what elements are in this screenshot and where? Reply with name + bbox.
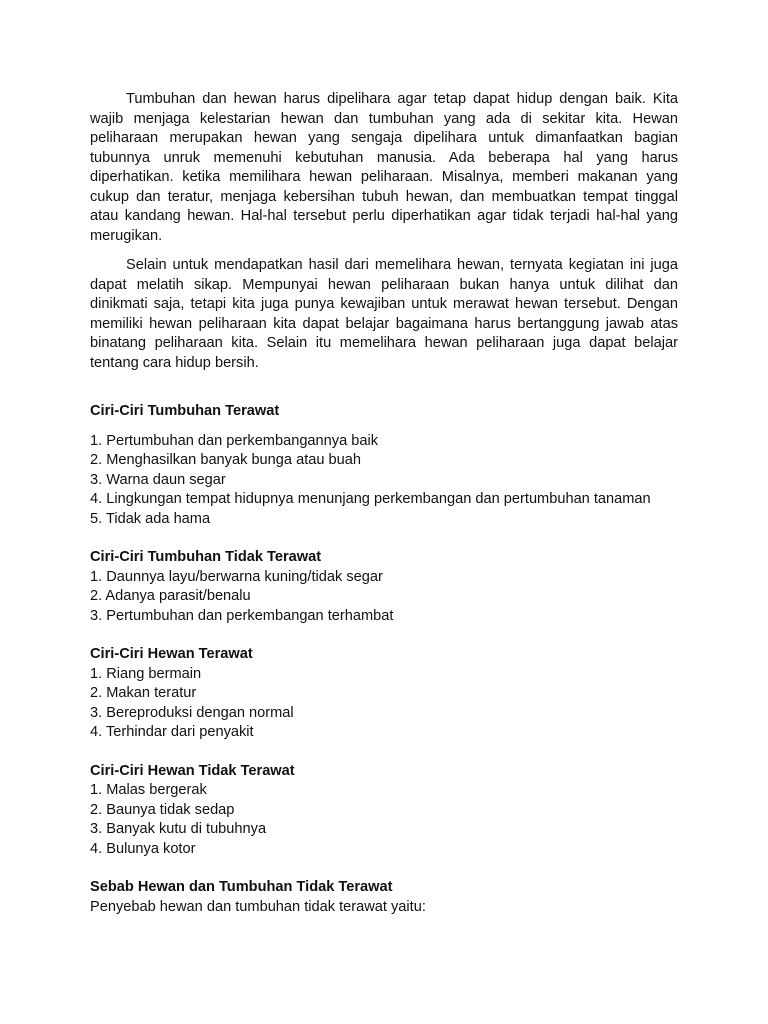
section-title: Ciri-Ciri Hewan Tidak Terawat — [90, 762, 295, 779]
intro-paragraph: Tumbuhan dan hewan harus dipelihara agar tetap dapat hidup dengan baik. Kita wajib menjaga kelestarian hewan dan tumbuhan yang ada di sekitar kita. Hewan peliharaan merupakan hewan yang sengaja dipelihara untuk dimanfaatkan bagian tubunnya unruk memenuhi kebutuhan manusia. Ada beberapa hal yang harus diperhatikan. ketika memilihara hewan peliharaan. Misalnya, memberi makanan yang cukup dan teratur, menjaga kebersihan tubuh hewan, dan membuatkan tempat tinggal atau kandang hewan. Hal-hal tersebut perlu diperhatikan agar tidak terjadi hal-hal yang merugikan. — [90, 91, 678, 244]
list-item: 4. Terhindar dari penyakit — [90, 724, 254, 740]
list-item: 3. Bereproduksi dengan normal — [90, 704, 294, 721]
section-title: Ciri-Ciri Hewan Terawat — [90, 646, 253, 662]
list-item: 3. Banyak kutu di tubuhnya — [90, 821, 267, 837]
list — [90, 568, 678, 627]
list-item: 4. Bulunya kotor — [90, 840, 196, 857]
list-item: 1. Riang bermain — [90, 665, 202, 682]
section-tumbuhan-terawat — [90, 402, 678, 529]
section-tumbuhan-tidak-terawat — [90, 548, 678, 626]
list-item: 1. Malas bergerak — [90, 782, 207, 798]
section-hewan-tidak-terawat — [90, 762, 678, 860]
section-title: Ciri-Ciri Tumbuhan Tidak Terawat — [90, 549, 322, 565]
section-hewan-terawat — [90, 645, 678, 743]
list-item: 3. Pertumbuhan dan perkembangan terhambat — [90, 607, 394, 624]
list — [90, 665, 678, 743]
section-sebab-tidak-terawat — [90, 878, 678, 917]
list-item: 2. Menghasilkan banyak bunga atau buah — [90, 452, 362, 468]
list-item: 2. Makan teratur — [90, 685, 197, 701]
document-page — [90, 90, 678, 917]
list — [90, 432, 678, 530]
list-item: 1. Pertumbuhan dan perkembangannya baik — [90, 432, 379, 449]
section-title: Ciri-Ciri Tumbuhan Terawat — [90, 403, 280, 419]
list — [90, 781, 678, 859]
list-item: 1. Daunnya layu/berwarna kuning/tidak segar — [90, 568, 383, 585]
list-item: 2. Baunya tidak sedap — [90, 801, 235, 818]
section-title: Sebab Hewan dan Tumbuhan Tidak Terawat — [90, 879, 393, 895]
list-item: 3. Warna daun segar — [90, 471, 226, 488]
list-item: 4. Lingkungan tempat hidupnya menunjang perkembangan dan pertumbuhan tanaman — [90, 491, 651, 507]
second-paragraph: Selain untuk mendapatkan hasil dari memelihara hewan, ternyata kegiatan ini juga dapat melatih sikap. Mempunyai hewan peliharaan bukan hanya untuk dilihat dan dinikmati saja, tetapi kita juga punya kewajiban untuk merawat hewan tersebut. Dengan memiliki hewan peliharaan kita dapat belajar bagaimana harus bertanggung jawab atas binatang peliharaan kita. Selain itu memelihara hewan peliharaan juga dapat belajar tentang cara hidup bersih. — [90, 257, 678, 371]
section-text: Penyebab hewan dan tumbuhan tidak terawat yaitu: — [90, 898, 426, 915]
list-item: 2. Adanya parasit/benalu — [90, 588, 251, 604]
list-item: 5. Tidak ada hama — [90, 510, 211, 527]
